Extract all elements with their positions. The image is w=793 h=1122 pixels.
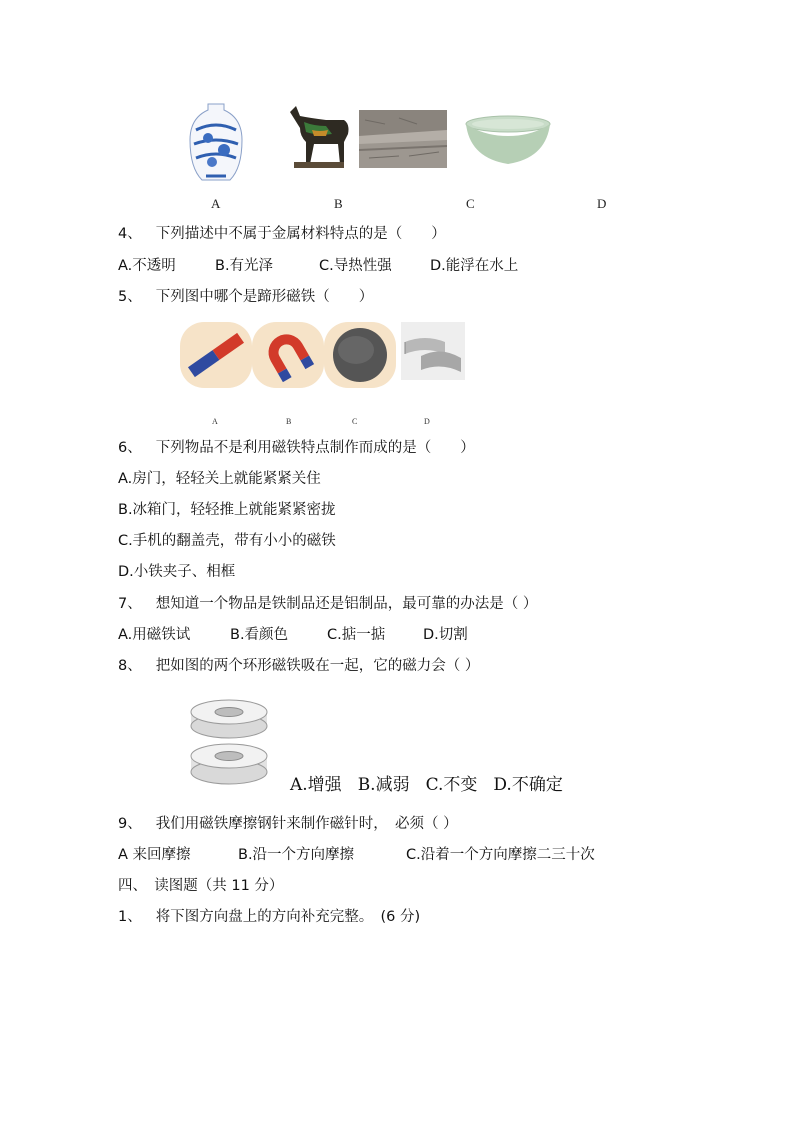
section-4-title: 四、 读图题（共 11 分） [118,878,284,894]
q4-options [118,256,518,276]
q9-option-c: C.沿着一个方向摩擦二三十次 [406,847,595,863]
q7-option-a: A.用磁铁试 [118,627,191,643]
q8-option-a: A.增强 [290,775,342,795]
q3-label-a: A [211,196,221,211]
q7-number: 7、 [118,596,142,612]
q5-label-a: A [212,417,218,426]
section-4-q1-text: 将下图方向盘上的方向补充完整。 (6 分) [155,909,421,925]
disc-magnet-image [324,322,396,388]
arc-magnet-image [401,322,465,380]
q8-number: 8、 [118,658,142,674]
q9-option-b: B.沿一个方向摩擦 [238,847,355,863]
q7-text: 想知道一个物品是铁制品还是铝制品，最可靠的办法是（ ） [155,596,538,612]
bar-magnet-image [180,322,252,388]
q5-question [118,287,373,307]
q5-label-c: C [352,417,358,426]
ring-magnets-image [188,694,270,792]
q9-text: 我们用磁铁摩擦钢针来制作磁针时， 必须（ ） [155,816,458,832]
q4-question [118,224,446,244]
q4-option-d: D.能浮在水上 [430,258,519,274]
q8-options [290,770,579,795]
q8-text: 把如图的两个环形磁铁吸在一起，它的磁力会（ ） [155,658,480,674]
porcelain-vase-image [186,100,246,184]
q6-option-b: B.冰箱门，轻轻推上就能紧紧密拢 [118,502,336,518]
stone-slab-image [359,110,447,168]
q8-option-d: D.不确定 [493,775,563,795]
section-4-q1-number: 1、 [118,909,142,925]
q7-options [118,625,468,645]
tang-horse-image [282,102,352,172]
q4-option-a: A.不透明 [118,258,176,274]
celadon-bowl-image [462,110,554,168]
q4-option-c: C.导热性强 [319,258,392,274]
section-4-q1 [118,907,420,927]
q5-label-b: B [286,417,292,426]
q8-question [118,656,479,676]
q6-text: 下列物品不是利用磁铁特点制作而成的是（ ） [155,440,475,456]
q4-text: 下列描述中不属于金属材料特点的是（ ） [155,226,446,242]
q5-number: 5、 [118,289,142,305]
q6-number: 6、 [118,440,142,456]
q4-number: 4、 [118,226,142,242]
q4-option-b: B.有光泽 [215,258,274,274]
q9-number: 9、 [118,816,142,832]
q8-option-c: C.不变 [425,775,478,795]
q9-option-a: A 来回摩擦 [118,847,191,863]
q3-label-c: C [466,196,475,211]
q7-option-b: B.看颜色 [230,627,289,643]
q9-options [118,845,595,865]
q9-question [118,814,458,834]
q6-option-a: A.房门，轻轻关上就能紧紧关住 [118,471,321,487]
q5-text: 下列图中哪个是蹄形磁铁（ ） [155,289,374,305]
q8-option-b: B.减弱 [357,775,410,795]
q6-question [118,438,475,458]
q7-option-d: D.切割 [423,627,468,643]
q6-option-d: D.小铁夹子、相框 [118,564,236,580]
q7-option-c: C.掂一掂 [327,627,386,643]
q7-question [118,594,537,614]
q3-label-d: D [597,196,607,211]
q6-option-c: C.手机的翻盖壳，带有小小的磁铁 [118,533,336,549]
q3-label-b: B [334,196,343,211]
q5-label-d: D [424,417,430,426]
horseshoe-magnet-image [252,322,324,388]
